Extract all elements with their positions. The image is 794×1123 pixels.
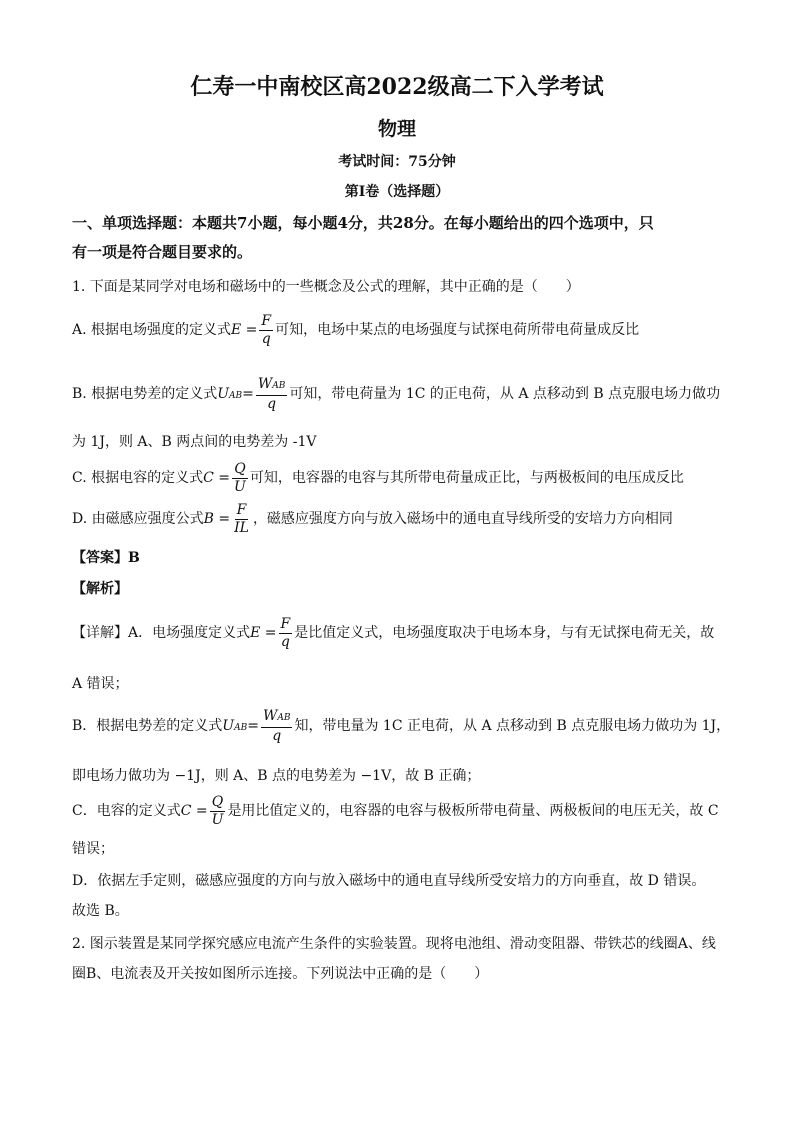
subject-title: 物理 xyxy=(377,118,416,140)
detail-c xyxy=(72,791,719,831)
q1-option-b xyxy=(72,374,720,416)
q1-option-c xyxy=(72,458,684,498)
answer-label: 【答案】B xyxy=(72,550,140,566)
q1-option-b-line2: 为 1J，则 A、B 两点间的电势差为 -1V xyxy=(72,434,317,450)
detail-d: D．依据左手定则，磁感应强度的方向与放入磁场中的通电直导线所受安培力的方向垂直，故 D 错误。 xyxy=(72,873,706,889)
volume-title: 第Ⅰ卷（选择题） xyxy=(344,184,450,200)
q1-option-b-lhs-sub: AB xyxy=(229,391,243,401)
q2-stem-line2: 圈B、电流表及开关按如图所示连接。下列说法中正确的是（ ） xyxy=(72,966,489,982)
fraction-numerator-sub: AB xyxy=(272,380,286,391)
fraction-denominator: q xyxy=(261,330,271,347)
detail-c-pre: C．电容的定义式 xyxy=(72,803,181,819)
q1-option-b-post: 可知，带电荷量为 1C 的正电荷，从 A 点移动到 B 点克服电场力做功 xyxy=(289,386,721,402)
fraction-denominator: U xyxy=(234,478,246,495)
detail-a-fraction xyxy=(279,616,293,651)
detail-a-pre: 【详解】A．电场强度定义式 xyxy=(72,625,251,641)
detail-c-line2: 错误； xyxy=(72,841,114,857)
q1-option-d-pre: D. 由磁感应强度公式 xyxy=(72,511,204,527)
detail-c-lhs: C = xyxy=(180,803,208,819)
q1-option-b-fraction xyxy=(256,376,288,413)
q1-option-b-eq: = xyxy=(242,386,254,402)
detail-a xyxy=(72,613,714,653)
conclusion: 故选 B。 xyxy=(72,903,129,919)
fraction-denominator: q xyxy=(267,395,277,412)
fraction-numerator: F xyxy=(261,312,272,329)
fraction-denominator: U xyxy=(211,811,224,828)
fraction-numerator xyxy=(256,376,288,396)
q1-option-c-fraction xyxy=(232,461,248,496)
detail-b-lhs-sub: AB xyxy=(234,723,248,733)
q1-option-a xyxy=(72,310,639,350)
fraction-numerator: Q xyxy=(234,460,246,477)
detail-b xyxy=(72,706,730,748)
fraction-numerator: F xyxy=(236,501,247,518)
q1-option-d-post: ，磁感应强度方向与放入磁场中的通电直导线所受的安培力方向相同 xyxy=(252,511,673,527)
fraction-denominator: q xyxy=(280,633,290,650)
detail-c-post: 是用比值定义的，电容器的电容与极板所带电荷量、两极板间的电压无关，故 C xyxy=(227,803,719,819)
detail-b-line2: 即电场力做功为 −1J，则 A、B 点的电势差为 −1V，故 B 正确； xyxy=(72,768,481,784)
exam-title: 仁寿一中南校区高2022级高二下入学考试 xyxy=(190,74,604,100)
fraction-numerator xyxy=(261,708,293,728)
q1-option-d xyxy=(72,499,673,539)
q1-option-a-lhs: E = xyxy=(231,322,258,338)
fraction-denominator: q xyxy=(272,727,282,744)
q1-option-b-pre: B. 根据电势差的定义式 xyxy=(72,386,218,402)
detail-a-line2: A 错误； xyxy=(72,676,129,692)
fraction-numerator: F xyxy=(280,615,291,632)
q2-stem-line1: 2. 图示装置是某同学探究感应电流产生条件的实验装置。现将电池组、滑动变阻器、带铁芯的线圈A、线 xyxy=(72,936,716,952)
detail-b-eq: = xyxy=(247,718,259,734)
q1-option-a-fraction xyxy=(259,313,273,348)
fraction-denominator: IL xyxy=(234,519,249,536)
exam-time: 考试时间：75分钟 xyxy=(338,154,456,170)
detail-b-lhs: U xyxy=(222,718,235,734)
q1-option-b-lhs: U xyxy=(217,386,230,402)
fraction-numerator: Q xyxy=(211,793,224,810)
fraction-numerator-w: W xyxy=(262,707,278,724)
q1-stem: 1. 下面是某同学对电场和磁场中的一些概念及公式的理解，其中正确的是（ ） xyxy=(72,279,580,295)
detail-a-lhs: E = xyxy=(250,625,277,641)
section-heading-line1: 一、单项选择题：本题共7小题，每小题4分，共28分。在每小题给出的四个选项中，只 xyxy=(72,214,654,232)
q1-option-c-lhs: C = xyxy=(203,470,231,486)
detail-c-fraction xyxy=(210,794,226,829)
q1-option-d-fraction xyxy=(232,502,251,537)
fraction-numerator-sub: AB xyxy=(277,712,291,723)
section-heading-line2: 有一项是符合题目要求的。 xyxy=(72,243,253,261)
analysis-label: 【解析】 xyxy=(72,581,128,597)
q1-option-a-post: 可知，电场中某点的电场强度与试探电荷所带电荷量成反比 xyxy=(275,322,640,338)
q1-option-c-pre: C. 根据电容的定义式 xyxy=(72,470,204,486)
detail-b-post: 知，带电量为 1C 正电荷，从 A 点移动到 B 点克服电场力做功为 1J， xyxy=(294,718,731,734)
fraction-numerator-w: W xyxy=(257,375,273,392)
detail-a-post: 是比值定义式，电场强度取决于电场本身，与有无试探电荷无关，故 xyxy=(294,625,715,641)
q1-option-d-lhs: B = xyxy=(203,511,231,527)
q1-option-a-pre: A. 根据电场强度的定义式 xyxy=(72,322,232,338)
detail-b-pre: B．根据电势差的定义式 xyxy=(72,718,223,734)
detail-b-fraction xyxy=(261,708,293,745)
q1-option-c-post: 可知，电容器的电容与其所带电荷量成正比，与两极板间的电压成反比 xyxy=(249,470,684,486)
